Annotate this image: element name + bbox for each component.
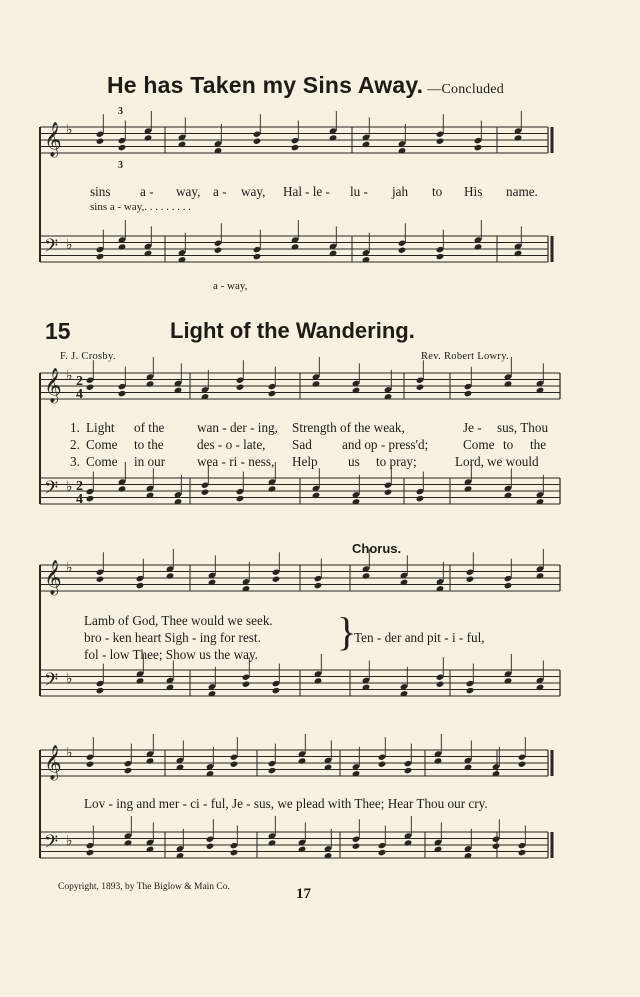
bass-note [362, 684, 371, 691]
treble-note [466, 576, 475, 583]
treble-note [268, 767, 277, 774]
treble-note [268, 390, 277, 397]
verse3-w2: wea - ri - ness, [197, 454, 275, 469]
bass-clef: 𝄢 [44, 236, 59, 261]
verse1-w1: of the [134, 420, 165, 435]
treble-note [166, 572, 175, 579]
bass-note [404, 839, 413, 846]
treble-note [514, 134, 523, 141]
hymn-author: F. J. Crosby. [60, 351, 116, 362]
treble-note [314, 582, 323, 589]
triplet-lower: 3 [118, 160, 123, 171]
bass-note [474, 243, 483, 250]
treble-note [208, 579, 217, 586]
bass-note [201, 489, 210, 496]
bass-note [434, 846, 443, 853]
bass-note [86, 495, 95, 502]
chorus-text: Ten - der and pit - i - ful, [354, 630, 485, 645]
verse1-w3: Strength of the weak, [292, 420, 405, 435]
bass-note [436, 681, 445, 688]
bass-note [253, 253, 262, 260]
page-number: 17 [296, 886, 311, 902]
treble-note [312, 380, 321, 387]
treble-note [272, 576, 281, 583]
bass-note [214, 247, 223, 254]
bass-note [352, 843, 361, 850]
verse-brace: } [337, 609, 357, 654]
treble-note [291, 144, 300, 151]
bass-note [96, 253, 105, 260]
treble-note [146, 757, 155, 764]
treble-note [96, 576, 105, 583]
bass-note [514, 250, 523, 257]
copyright-notice: Copyright, 1893, by The Biglow & Main Co. [58, 882, 230, 892]
verse3-w1: in our [134, 454, 166, 469]
treble-note [174, 387, 183, 394]
treble-note [362, 572, 371, 579]
bass-note [118, 243, 127, 250]
bass-note [86, 849, 95, 856]
bass-note [518, 849, 527, 856]
line2-verse3: fol - low Thee; Show us the way. [84, 647, 258, 662]
verse2-w2: des - o - late, [197, 437, 266, 452]
section1-concluded: —Concluded [427, 82, 504, 97]
bass-note [398, 247, 407, 254]
treble-clef: 𝄞 [44, 368, 62, 403]
treble-note [136, 582, 145, 589]
treble-note [464, 390, 473, 397]
verse3-w6: Lord, [455, 454, 484, 469]
bass-note [384, 489, 393, 496]
bass-note [329, 250, 338, 257]
bass-clef: 𝄢 [44, 670, 59, 695]
verse1-num: 1. [70, 420, 80, 435]
s1-lyric-1: a - [140, 184, 154, 199]
s1-lyric-6: - le - [305, 184, 330, 199]
verse2-w3: Sad [292, 437, 312, 452]
verse2-w7: the [530, 437, 547, 452]
bass-note [466, 687, 475, 694]
treble-note [124, 767, 133, 774]
bass-note [268, 485, 277, 492]
bass-note [464, 485, 473, 492]
treble-note [253, 138, 262, 145]
treble-note [86, 384, 95, 391]
treble-note [144, 134, 153, 141]
bass-note [146, 492, 155, 499]
section1-title-text: He has Taken my Sins Away. [107, 72, 424, 98]
treble-note [176, 764, 185, 771]
bass-note [242, 681, 251, 688]
verse3-num: 3. [70, 454, 80, 469]
bass-note [378, 849, 387, 856]
bass-note [236, 495, 245, 502]
bass-note [230, 849, 239, 856]
treble-note [416, 384, 425, 391]
bass-note [312, 492, 321, 499]
s1-lyric-9: to [432, 184, 443, 199]
treble-note [146, 380, 155, 387]
verse2-w0: Come [86, 437, 118, 452]
line3-lyrics: Lov - ing and mer - ci - ful, Je - sus, we plead with Thee; Hear Thou our cry. [84, 796, 488, 811]
treble-note [464, 764, 473, 771]
s1-lyric-alto: sins a - way,. . . . . . . . . [90, 201, 192, 213]
bass-note [416, 495, 425, 502]
bass-note [144, 250, 153, 257]
treble-note [434, 757, 443, 764]
time-sig-treble-bottom: 4 [76, 387, 83, 402]
line2-verse2: bro - ken heart Sigh - ing for rest. [84, 630, 261, 645]
s1-lyric-10: His [464, 184, 483, 199]
bass-note [436, 253, 445, 260]
bass-note [124, 839, 133, 846]
bass-note [492, 843, 501, 850]
bass-note [536, 684, 545, 691]
chorus-label: Chorus. [352, 541, 402, 556]
treble-clef: 𝄞 [44, 745, 62, 780]
hymn-title: Light of the Wandering. [170, 318, 415, 343]
treble-note [536, 572, 545, 579]
verse2-w5: Come [463, 437, 495, 452]
s1-lyric-0: sins [90, 184, 111, 199]
verse2-w4: and op - press'd; [342, 437, 429, 452]
key-flat-bass: ♭ [66, 479, 73, 495]
bass-note [206, 843, 215, 850]
key-flat-treble: ♭ [66, 745, 73, 761]
verse1-w2: wan - der - ing, [197, 420, 278, 435]
s1-lyric-11: name. [506, 184, 538, 199]
verse1-w0: Light [86, 420, 115, 435]
treble-note [324, 764, 333, 771]
verse2-w6: to [503, 437, 514, 452]
verse3-w3: Help [292, 454, 318, 469]
key-flat-bass: ♭ [66, 237, 73, 253]
bass-note [272, 687, 281, 694]
treble-note [378, 761, 387, 768]
triplet-upper: 3 [118, 106, 123, 117]
time-sig-bass-bottom: 4 [76, 492, 83, 507]
bass-clef: 𝄢 [44, 478, 59, 503]
s1-lyric-8: jah [392, 184, 409, 199]
treble-note [230, 761, 239, 768]
s1-lyric-bass: a - way, [213, 280, 248, 292]
treble-note [298, 757, 307, 764]
line2-verse1: Lamb of God, Thee would we seek. [84, 613, 273, 628]
verse3-w0: Come [86, 454, 118, 469]
treble-note [86, 761, 95, 768]
s1-lyric-3: a - [213, 184, 227, 199]
verse3-w7: we would [487, 454, 539, 469]
bass-note [118, 485, 127, 492]
verse3-w5: to pray; [376, 454, 417, 469]
verse1-w4: Je - [463, 420, 482, 435]
verse2-num: 2. [70, 437, 80, 452]
treble-clef: 𝄞 [44, 122, 62, 157]
key-flat-treble: ♭ [66, 560, 73, 576]
treble-note [118, 144, 127, 151]
bass-note [268, 839, 277, 846]
bass-note [314, 677, 323, 684]
treble-note [436, 138, 445, 145]
treble-note [504, 380, 513, 387]
treble-clef: 𝄞 [44, 560, 62, 595]
s1-lyric-5: Hal [283, 184, 303, 199]
treble-note [118, 390, 127, 397]
bass-note [136, 677, 145, 684]
treble-note [329, 134, 338, 141]
bass-note [504, 677, 513, 684]
treble-note [236, 384, 245, 391]
bass-note [146, 846, 155, 853]
key-flat-treble: ♭ [66, 368, 73, 384]
treble-note [518, 761, 527, 768]
treble-note [178, 141, 187, 148]
hymn-composer: Rev. Robert Lowry. [421, 351, 510, 362]
verse2-w1: to the [134, 437, 164, 452]
time-sig-treble-top: 2 [76, 374, 83, 389]
key-flat-bass: ♭ [66, 833, 73, 849]
verse1-w5: sus, Thou [497, 420, 549, 435]
bass-note [96, 687, 105, 694]
time-sig-bass-top: 2 [76, 479, 83, 494]
treble-note [404, 767, 413, 774]
treble-note [352, 387, 361, 394]
treble-note [474, 144, 483, 151]
bass-note [298, 846, 307, 853]
verse3-w4: us [348, 454, 360, 469]
treble-note [504, 582, 513, 589]
key-flat-bass: ♭ [66, 671, 73, 687]
hymn-number: 15 [45, 318, 71, 344]
s1-lyric-2: way, [176, 184, 201, 199]
bass-note [166, 684, 175, 691]
s1-lyric-7: lu - [350, 184, 368, 199]
bass-note [291, 243, 300, 250]
section1-title [107, 72, 504, 99]
treble-note [362, 141, 371, 148]
key-flat-treble: ♭ [66, 122, 73, 138]
treble-note [536, 387, 545, 394]
bass-clef: 𝄢 [44, 832, 59, 857]
s1-lyric-4: way, [241, 184, 266, 199]
bass-note [504, 492, 513, 499]
treble-note [400, 579, 409, 586]
treble-note [96, 138, 105, 145]
